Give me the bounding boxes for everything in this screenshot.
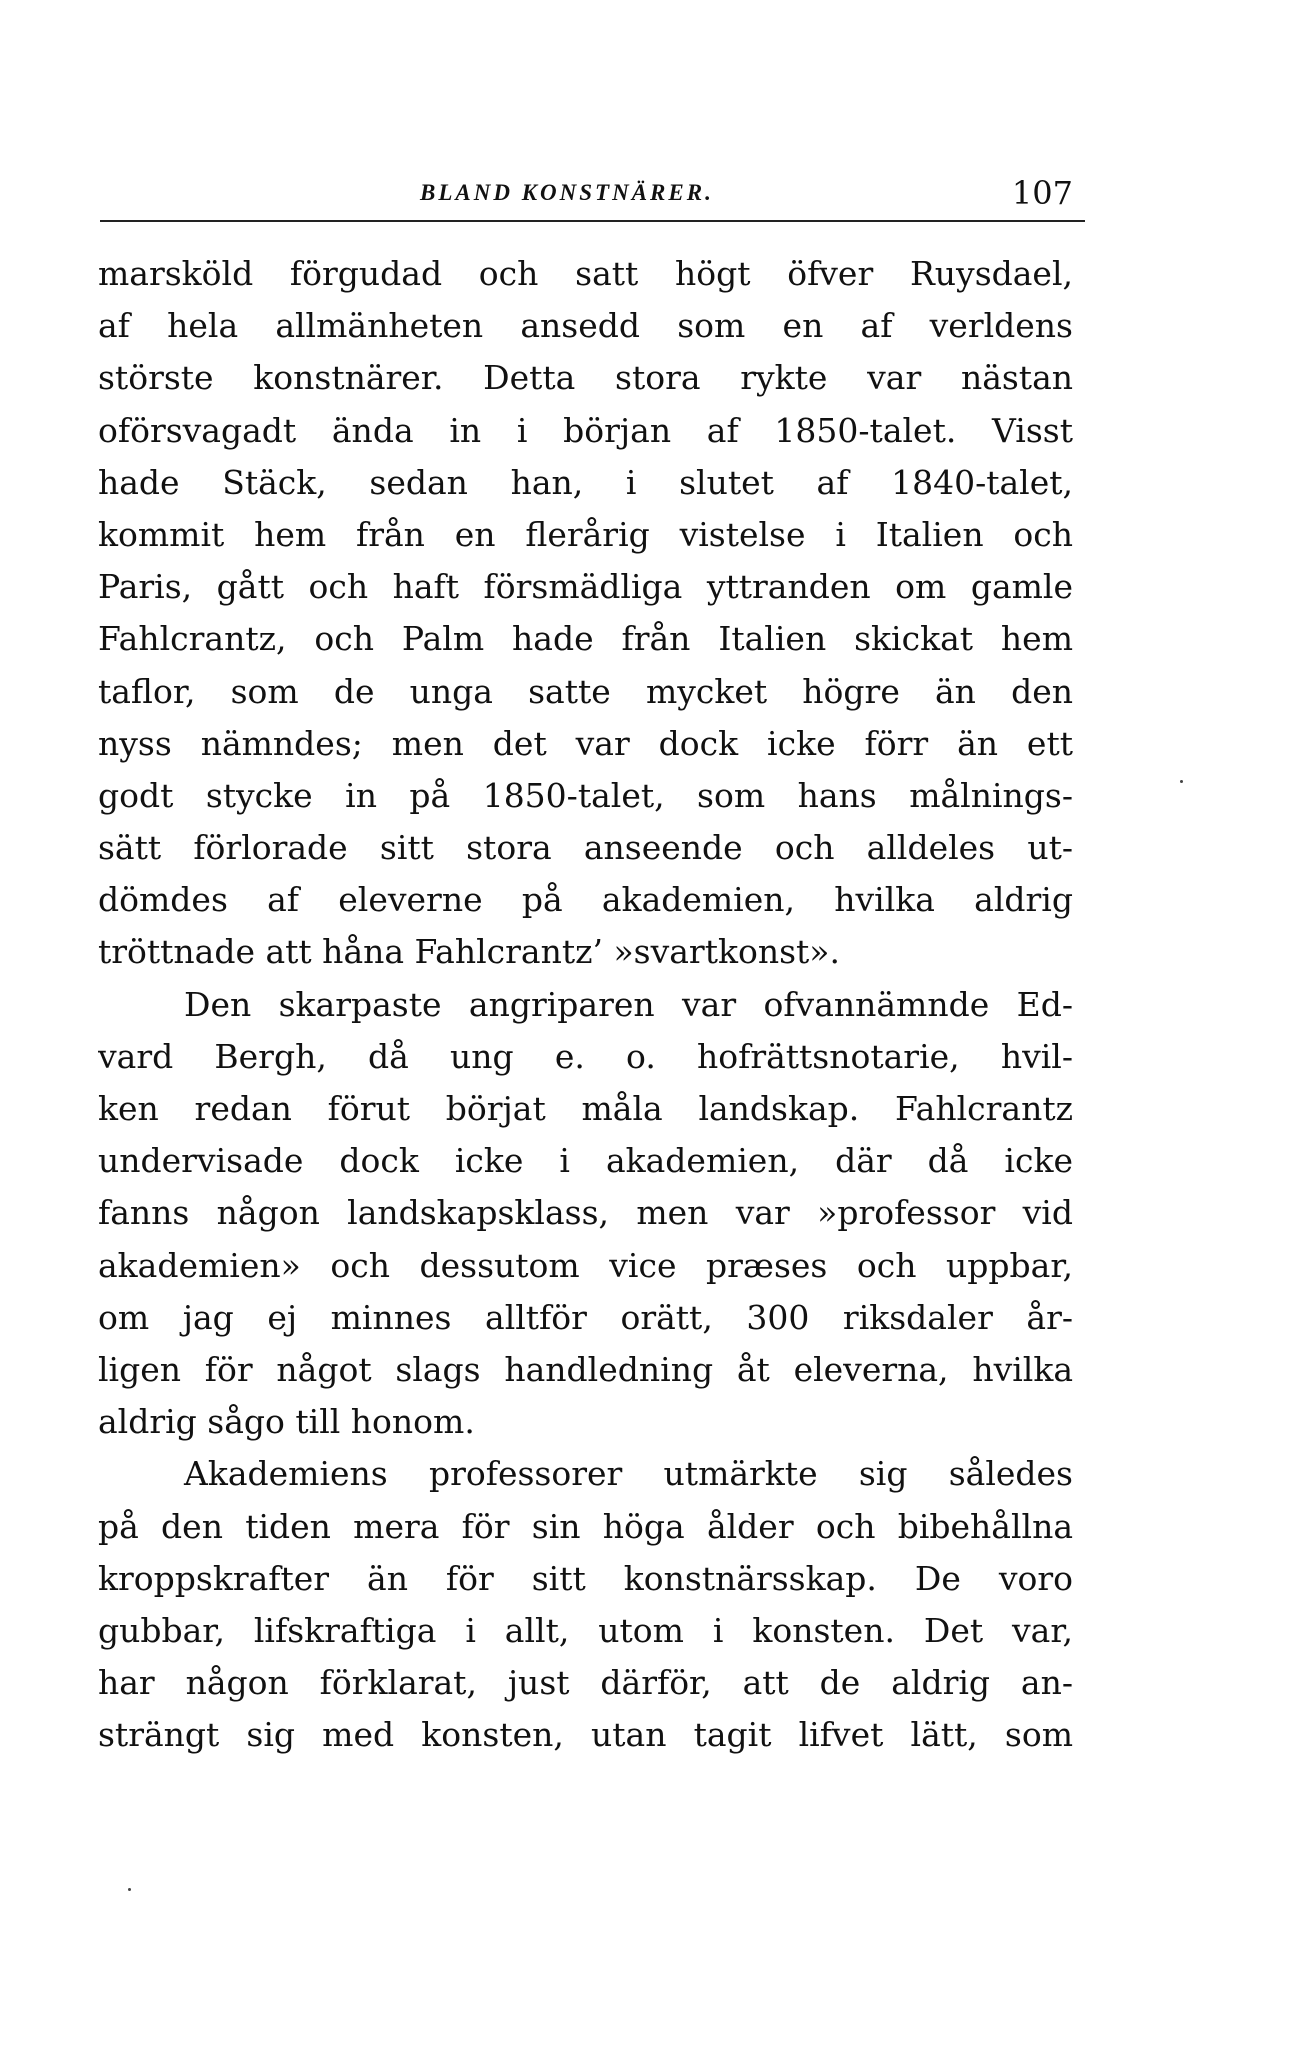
text-line: strängt sig med konsten, utan tagit lifvet lätt, som — [98, 1715, 1073, 1755]
print-speck — [1180, 780, 1183, 783]
text-line: störste konstnärer. Detta stora rykte var nästan — [98, 358, 1073, 398]
page-number: 107 — [1011, 174, 1073, 212]
text-line: godt stycke in på 1850-talet, som hans målnings- — [98, 775, 1073, 815]
text-line: kommit hem från en flerårig vistelse i Italien och — [98, 514, 1073, 554]
text-line: har någon förklarat, just därför, att de aldrig an- — [98, 1663, 1073, 1703]
text-line: Fahlcrantz, och Palm hade från Italien skickat hem — [98, 619, 1073, 659]
text-line: aldrig sågo till honom. — [98, 1402, 475, 1442]
text-line: vard Bergh, då ung e. o. hofrättsnotarie, hvil- — [98, 1036, 1073, 1076]
text-line: ken redan förut börjat måla landskap. Fahlcrantz — [98, 1089, 1073, 1128]
running-header — [100, 170, 1085, 222]
body-text — [98, 248, 1073, 1761]
text-line: sätt förlorade sitt stora anseende och alldeles ut- — [98, 828, 1073, 868]
text-line: oförsvagadt ända in i början af 1850-talet. Visst — [98, 410, 1073, 450]
text-line: undervisade dock icke i akademien, där då icke — [98, 1141, 1073, 1181]
text-line: taflor, som de unga satte mycket högre än den — [98, 671, 1073, 711]
text-line: fanns någon landskapsklass, men var »professor vid — [98, 1193, 1073, 1233]
text-line: af hela allmänheten ansedd som en af verldens — [98, 306, 1073, 346]
text-line: Paris, gått och haft försmädliga yttranden om gamle — [98, 567, 1073, 607]
text-line: ligen för något slags handledning åt eleverna, hvilka — [98, 1349, 1073, 1389]
text-line: marsköld förgudad och satt högt öfver Ruysdael, — [98, 254, 1073, 293]
text-line: nyss nämndes; men det var dock icke förr än ett — [98, 723, 1073, 763]
text-line: hade Stäck, sedan han, i slutet af 1840-talet, — [98, 462, 1073, 502]
text-line: Akademiens professorer utmärkte sig således — [184, 1454, 1073, 1494]
text-line: akademien» och dessutom vice præses och uppbar, — [98, 1245, 1073, 1285]
text-line: kroppskrafter än för sitt konstnärsskap. De voro — [98, 1558, 1073, 1598]
text-line: på den tiden mera för sin höga ålder och bibehållna — [98, 1506, 1073, 1546]
header-rule — [100, 220, 1085, 222]
text-line: gubbar, lifskraftiga i allt, utom i konsten. Det var, — [98, 1610, 1073, 1650]
text-line: Den skarpaste angriparen var ofvannämnde Ed- — [184, 984, 1073, 1024]
text-line: dömdes af eleverne på akademien, hvilka aldrig — [98, 880, 1073, 920]
text-line: tröttnade att håna Fahlcrantz’ »svartkonst». — [98, 932, 840, 972]
text-line: om jag ej minnes alltför orätt, 300 riksdaler år- — [98, 1297, 1073, 1337]
running-title: BLAND KONSTNÄRER. — [420, 180, 714, 205]
print-speck — [128, 1888, 131, 1891]
